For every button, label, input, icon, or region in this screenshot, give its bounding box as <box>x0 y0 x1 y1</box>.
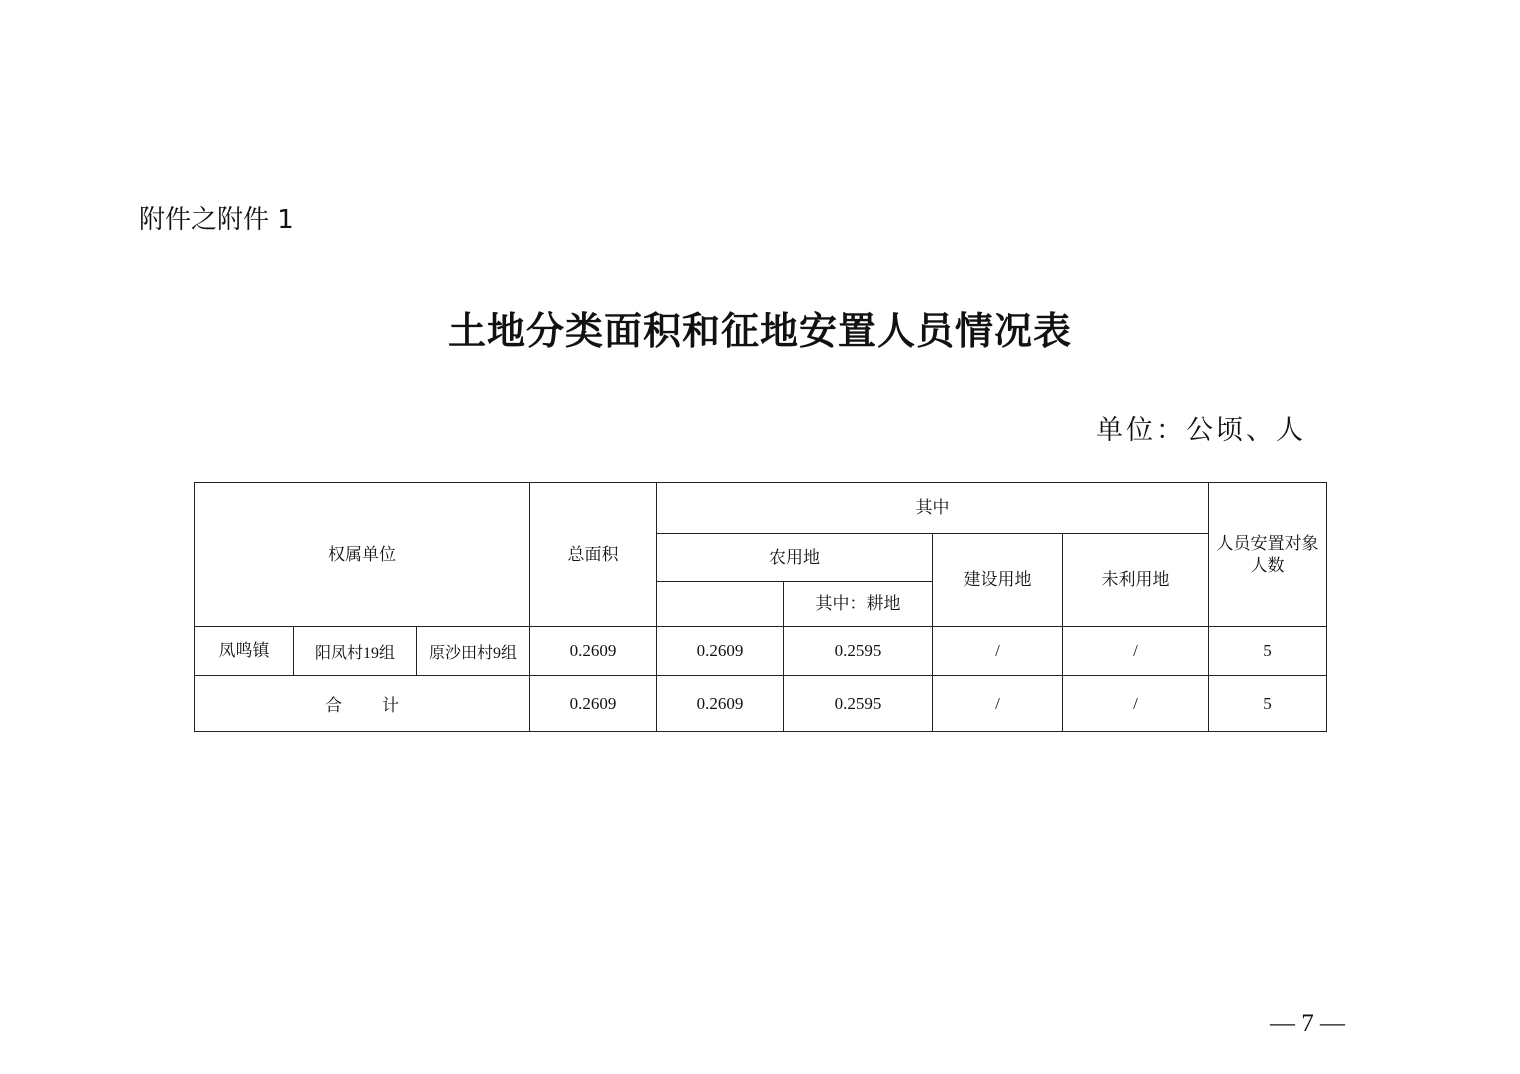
header-total-area: 总面积 <box>530 483 657 627</box>
cell-total-construction: / <box>933 676 1063 732</box>
total-label-part1: 合 <box>325 696 342 715</box>
header-arable-land: 其中：耕地 <box>784 582 933 627</box>
cell-group: 原沙田村9组 <box>417 627 530 676</box>
header-unused-land: 未利用地 <box>1063 534 1209 627</box>
cell-village: 阳凤村19组 <box>294 627 417 676</box>
cell-people: 5 <box>1209 627 1327 676</box>
cell-construction: / <box>933 627 1063 676</box>
header-resettled-people: 人员安置对象人数 <box>1209 483 1327 627</box>
table-total-row <box>195 676 1327 732</box>
page-title: 土地分类面积和征地安置人员情况表 <box>447 308 1072 353</box>
cell-arable: 0.2595 <box>784 627 933 676</box>
header-of-which: 其中 <box>657 483 1209 534</box>
table-row <box>195 627 1327 676</box>
cell-agricultural: 0.2609 <box>657 627 784 676</box>
land-area-table <box>194 482 1327 732</box>
cell-total-total-area: 0.2609 <box>530 676 657 732</box>
unit-note: 单位：公顷、人 <box>1096 415 1306 446</box>
cell-town: 凤鸣镇 <box>195 627 294 676</box>
header-owner-unit: 权属单位 <box>195 483 530 627</box>
cell-total-unused: / <box>1063 676 1209 732</box>
page-number: — 7 — <box>1270 1010 1345 1037</box>
cell-unused: / <box>1063 627 1209 676</box>
cell-total-agricultural: 0.2609 <box>657 676 784 732</box>
attachment-label: 附件之附件 1 <box>139 205 294 235</box>
header-construction-land: 建设用地 <box>933 534 1063 627</box>
cell-total-area: 0.2609 <box>530 627 657 676</box>
cell-total-people: 5 <box>1209 676 1327 732</box>
header-agricultural-blank <box>657 582 784 627</box>
total-label-part2: 计 <box>382 696 399 715</box>
cell-total-arable: 0.2595 <box>784 676 933 732</box>
cell-total-label <box>195 676 530 732</box>
header-agricultural-land: 农用地 <box>657 534 933 582</box>
